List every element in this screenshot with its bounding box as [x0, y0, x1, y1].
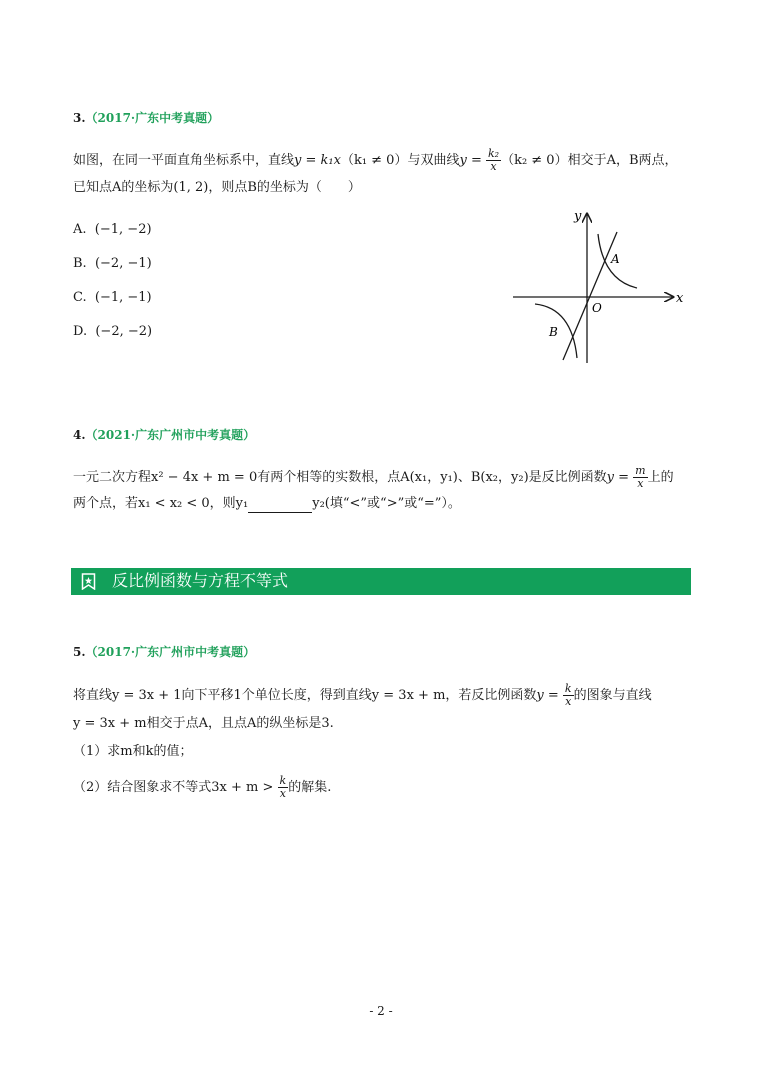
q3-fraction: [486, 148, 501, 173]
q4-eq-lhs: y =: [606, 470, 630, 485]
q4-line2: [73, 495, 461, 513]
q4-line1-b: 上的: [647, 470, 674, 485]
q3-eq1: y = k₁x: [294, 153, 341, 168]
q5-line1: [73, 683, 652, 708]
q4-line2-b: y₂(填“<”或“>”或“=”）。: [312, 496, 461, 511]
q5-frac-num: k: [564, 682, 572, 695]
q4-header: [73, 426, 255, 444]
q4-source: （2021·广东广州市中考真题）: [85, 428, 256, 442]
q5-number: 5.: [73, 645, 86, 659]
q3-option-b[interactable]: [73, 255, 152, 273]
q5-header: [73, 643, 255, 661]
origin-label: O: [592, 301, 602, 315]
q5-line2: y = 3x + m相交于点A，且点A的纵坐标是3.: [73, 716, 334, 731]
q3-source: （2017·广东中考真题）: [85, 111, 220, 125]
q3-figure: [505, 200, 705, 370]
q5-part2-frac-num: k: [279, 774, 287, 787]
q4-frac-den: x: [637, 477, 644, 490]
point-b-label: B: [549, 325, 558, 339]
q4-frac-num: m: [635, 464, 646, 477]
q5-part2-frac-den: x: [279, 787, 286, 800]
q5-line1-b: 的图象与直线: [573, 688, 652, 703]
line-y-k1x: [563, 232, 617, 360]
q3-header: [73, 109, 219, 127]
point-a-label: A: [611, 252, 620, 266]
q3-line1-b: （k₁ ≠ 0）与双曲线: [340, 153, 460, 168]
option-value: (−2, −1): [94, 256, 152, 271]
q5-part1: （1）求m和k的值；: [73, 744, 193, 759]
q3-number: 3.: [73, 111, 86, 125]
option-label: D.: [73, 324, 88, 339]
y-axis-label: y: [574, 209, 582, 224]
option-value: (−1, −2): [94, 222, 152, 237]
q5-part2: [73, 775, 331, 800]
option-value: (−1, −1): [94, 290, 152, 305]
q3-line2: 已知点A的坐标为(1, 2)，则点B的坐标为（ ）: [73, 180, 361, 195]
q3-option-a[interactable]: [73, 221, 152, 239]
q3-line1-a: 如图，在同一平面直角坐标系中，直线: [73, 153, 295, 168]
q3-line1-c: （k₂ ≠ 0）相交于A，B两点，: [501, 153, 678, 168]
q5-part2-b: 的解集.: [288, 780, 332, 795]
bookmark-star-icon: [81, 573, 96, 590]
q3-eq2-lhs: y =: [459, 153, 482, 168]
option-label: C.: [73, 290, 87, 305]
q4-number: 4.: [73, 428, 86, 442]
q4-line2-a: 两个点，若x₁ < x₂ < 0，则y₁: [73, 496, 249, 511]
q3-option-c[interactable]: [73, 289, 152, 307]
q5-part2-fraction: [278, 775, 289, 800]
x-axis-label: x: [676, 291, 684, 306]
q4-fraction: [633, 465, 647, 490]
q3-line1: [73, 148, 678, 173]
q5-fraction: [563, 683, 574, 708]
q3-frac-num: k₂: [487, 147, 500, 160]
q3-option-d[interactable]: [73, 323, 152, 341]
q5-source: （2017·广东广州市中考真题）: [85, 645, 256, 659]
option-label: A.: [73, 222, 87, 237]
q5-part2-a: （2）结合图象求不等式3x + m >: [73, 780, 274, 795]
q5-frac-den: x: [565, 695, 572, 708]
q3-frac-den: x: [490, 160, 497, 173]
q4-line1: [73, 465, 674, 490]
q4-line1-a: 一元二次方程x² − 4x + m = 0有两个相等的实数根，点A(x₁，y₁)、B(x₂，y₂)是反比例函数: [73, 470, 607, 485]
option-value: (−2, −2): [95, 324, 153, 339]
q4-answer-blank[interactable]: [248, 498, 312, 513]
section-title: 反比例函数与方程不等式: [112, 571, 289, 590]
q5-line1-a: 将直线y = 3x + 1向下平移1个单位长度，得到直线y = 3x + m，若反比例函数: [73, 688, 537, 703]
option-label: B.: [73, 256, 87, 271]
page-number: - 2 -: [369, 1004, 393, 1018]
q5-eq-lhs: y =: [536, 688, 559, 703]
